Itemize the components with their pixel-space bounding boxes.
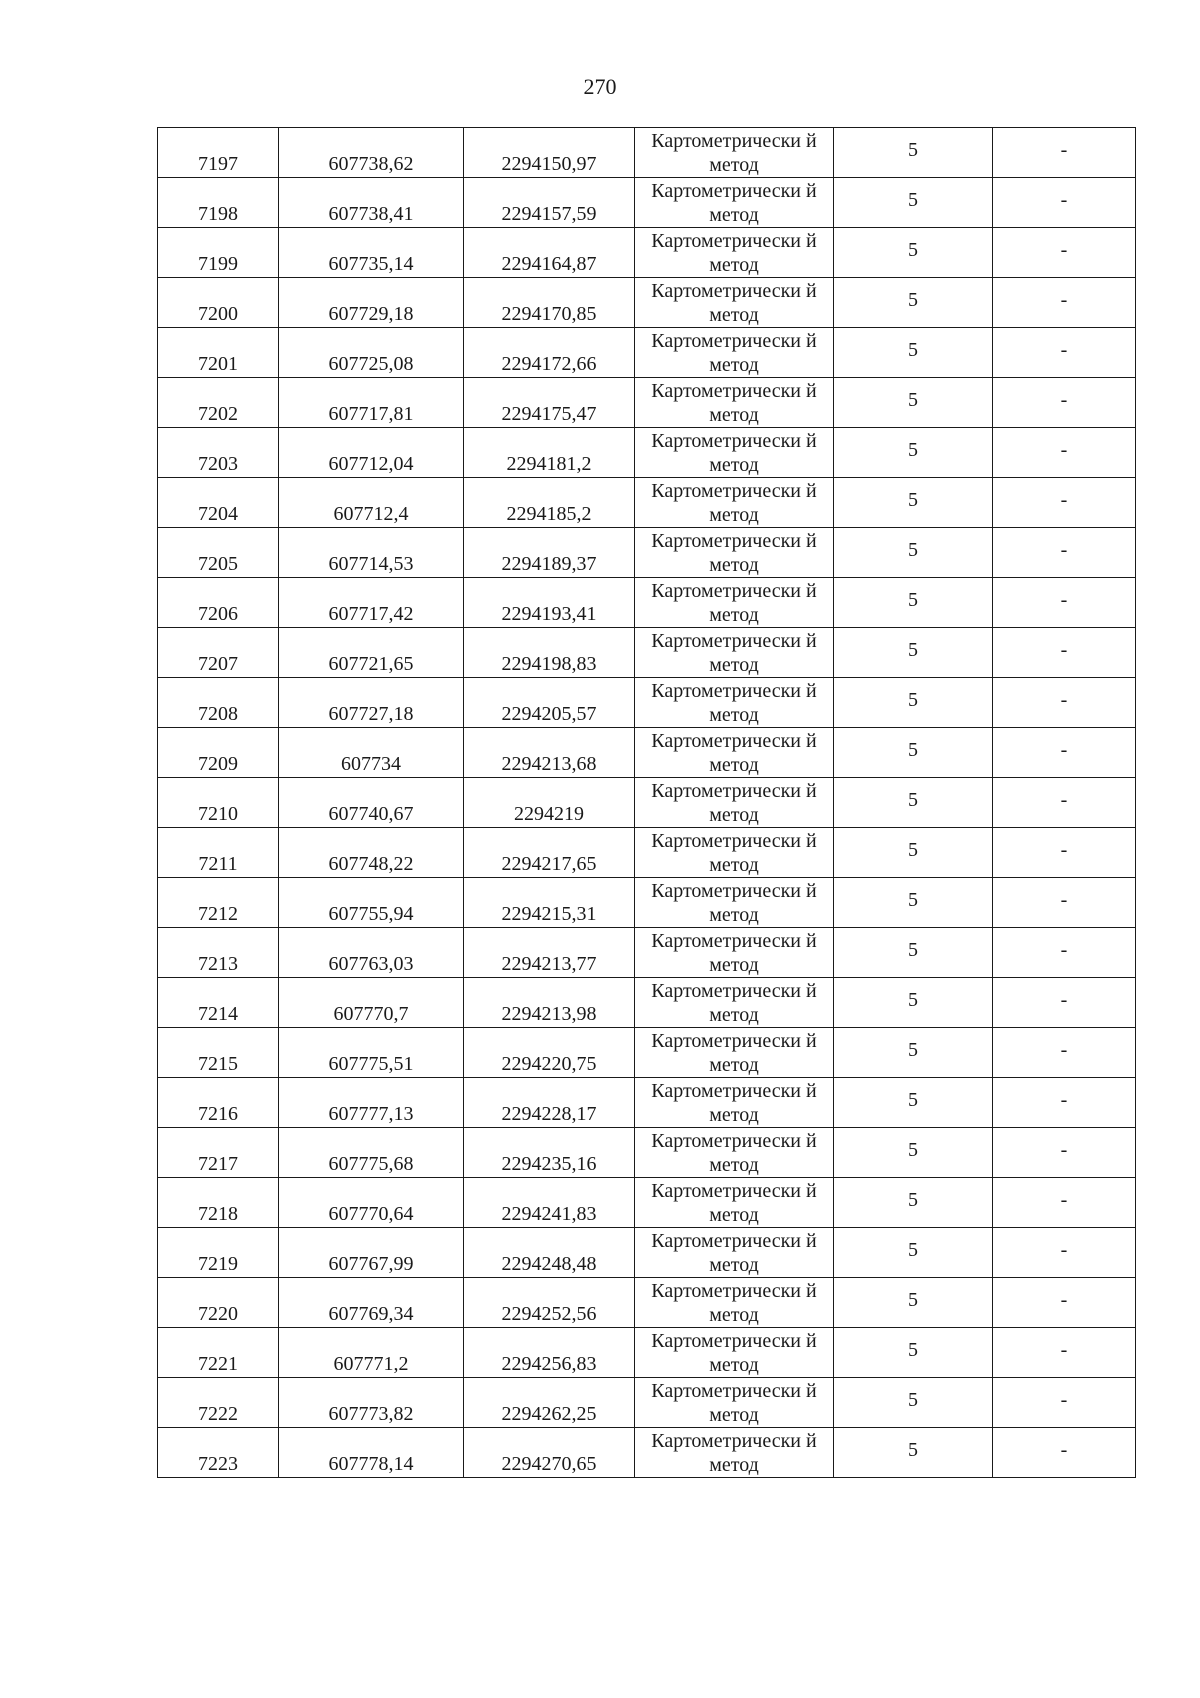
table-row <box>158 578 1136 628</box>
method-cell: Картометрически й метод <box>635 1328 834 1378</box>
x-coordinate-cell: 607770,7 <box>279 978 464 1028</box>
method-cell: Картометрически й метод <box>635 378 834 428</box>
error-cell: 5 <box>834 1128 993 1178</box>
note-cell: - <box>993 228 1136 278</box>
error-cell: 5 <box>834 678 993 728</box>
method-cell: Картометрически й метод <box>635 828 834 878</box>
x-coordinate-cell: 607740,67 <box>279 778 464 828</box>
point-number-cell: 7201 <box>158 328 279 378</box>
method-cell: Картометрически й метод <box>635 1228 834 1278</box>
point-number-cell: 7208 <box>158 678 279 728</box>
error-cell: 5 <box>834 478 993 528</box>
table-row <box>158 1378 1136 1428</box>
error-cell: 5 <box>834 1378 993 1428</box>
y-coordinate-cell: 2294252,56 <box>464 1278 635 1328</box>
table-row <box>158 928 1136 978</box>
note-cell: - <box>993 428 1136 478</box>
table-row <box>158 1428 1136 1478</box>
y-coordinate-cell: 2294175,47 <box>464 378 635 428</box>
table-row <box>158 178 1136 228</box>
y-coordinate-cell: 2294205,57 <box>464 678 635 728</box>
table-row <box>158 278 1136 328</box>
error-cell: 5 <box>834 328 993 378</box>
note-cell: - <box>993 928 1136 978</box>
note-cell: - <box>993 728 1136 778</box>
error-cell: 5 <box>834 228 993 278</box>
error-cell: 5 <box>834 928 993 978</box>
point-number-cell: 7203 <box>158 428 279 478</box>
point-number-cell: 7210 <box>158 778 279 828</box>
point-number-cell: 7216 <box>158 1078 279 1128</box>
note-cell: - <box>993 1178 1136 1228</box>
y-coordinate-cell: 2294219 <box>464 778 635 828</box>
coordinates-table-body <box>158 128 1136 1478</box>
point-number-cell: 7200 <box>158 278 279 328</box>
x-coordinate-cell: 607763,03 <box>279 928 464 978</box>
note-cell: - <box>993 778 1136 828</box>
table-row <box>158 1228 1136 1278</box>
point-number-cell: 7207 <box>158 628 279 678</box>
y-coordinate-cell: 2294181,2 <box>464 428 635 478</box>
table-row <box>158 678 1136 728</box>
error-cell: 5 <box>834 378 993 428</box>
x-coordinate-cell: 607729,18 <box>279 278 464 328</box>
table-row <box>158 728 1136 778</box>
x-coordinate-cell: 607738,62 <box>279 128 464 178</box>
point-number-cell: 7197 <box>158 128 279 178</box>
method-cell: Картометрически й метод <box>635 778 834 828</box>
error-cell: 5 <box>834 278 993 328</box>
y-coordinate-cell: 2294170,85 <box>464 278 635 328</box>
note-cell: - <box>993 628 1136 678</box>
point-number-cell: 7202 <box>158 378 279 428</box>
note-cell: - <box>993 528 1136 578</box>
error-cell: 5 <box>834 1228 993 1278</box>
point-number-cell: 7215 <box>158 1028 279 1078</box>
point-number-cell: 7219 <box>158 1228 279 1278</box>
table-row <box>158 478 1136 528</box>
method-cell: Картометрически й метод <box>635 528 834 578</box>
y-coordinate-cell: 2294262,25 <box>464 1378 635 1428</box>
method-cell: Картометрически й метод <box>635 228 834 278</box>
method-cell: Картометрически й метод <box>635 328 834 378</box>
note-cell: - <box>993 828 1136 878</box>
note-cell: - <box>993 578 1136 628</box>
method-cell: Картометрически й метод <box>635 1378 834 1428</box>
note-cell: - <box>993 1028 1136 1078</box>
x-coordinate-cell: 607727,18 <box>279 678 464 728</box>
x-coordinate-cell: 607734 <box>279 728 464 778</box>
error-cell: 5 <box>834 978 993 1028</box>
x-coordinate-cell: 607721,65 <box>279 628 464 678</box>
x-coordinate-cell: 607767,99 <box>279 1228 464 1278</box>
method-cell: Картометрически й метод <box>635 278 834 328</box>
error-cell: 5 <box>834 428 993 478</box>
point-number-cell: 7204 <box>158 478 279 528</box>
x-coordinate-cell: 607735,14 <box>279 228 464 278</box>
y-coordinate-cell: 2294213,98 <box>464 978 635 1028</box>
x-coordinate-cell: 607755,94 <box>279 878 464 928</box>
note-cell: - <box>993 878 1136 928</box>
method-cell: Картометрически й метод <box>635 1128 834 1178</box>
method-cell: Картометрически й метод <box>635 478 834 528</box>
note-cell: - <box>993 1378 1136 1428</box>
x-coordinate-cell: 607778,14 <box>279 1428 464 1478</box>
note-cell: - <box>993 1278 1136 1328</box>
error-cell: 5 <box>834 1078 993 1128</box>
table-row <box>158 528 1136 578</box>
method-cell: Картометрически й метод <box>635 678 834 728</box>
table-row <box>158 878 1136 928</box>
method-cell: Картометрически й метод <box>635 1028 834 1078</box>
x-coordinate-cell: 607725,08 <box>279 328 464 378</box>
method-cell: Картометрически й метод <box>635 178 834 228</box>
point-number-cell: 7218 <box>158 1178 279 1228</box>
note-cell: - <box>993 978 1136 1028</box>
table-row <box>158 628 1136 678</box>
point-number-cell: 7222 <box>158 1378 279 1428</box>
y-coordinate-cell: 2294215,31 <box>464 878 635 928</box>
point-number-cell: 7205 <box>158 528 279 578</box>
error-cell: 5 <box>834 178 993 228</box>
table-row <box>158 828 1136 878</box>
note-cell: - <box>993 278 1136 328</box>
table-row <box>158 328 1136 378</box>
note-cell: - <box>993 1078 1136 1128</box>
method-cell: Картометрически й метод <box>635 978 834 1028</box>
x-coordinate-cell: 607712,4 <box>279 478 464 528</box>
x-coordinate-cell: 607717,42 <box>279 578 464 628</box>
method-cell: Картометрически й метод <box>635 728 834 778</box>
x-coordinate-cell: 607712,04 <box>279 428 464 478</box>
method-cell: Картометрически й метод <box>635 578 834 628</box>
y-coordinate-cell: 2294172,66 <box>464 328 635 378</box>
error-cell: 5 <box>834 528 993 578</box>
point-number-cell: 7198 <box>158 178 279 228</box>
y-coordinate-cell: 2294157,59 <box>464 178 635 228</box>
error-cell: 5 <box>834 828 993 878</box>
x-coordinate-cell: 607773,82 <box>279 1378 464 1428</box>
note-cell: - <box>993 328 1136 378</box>
coordinates-table <box>157 127 1136 1478</box>
error-cell: 5 <box>834 1178 993 1228</box>
note-cell: - <box>993 1428 1136 1478</box>
table-row <box>158 778 1136 828</box>
x-coordinate-cell: 607770,64 <box>279 1178 464 1228</box>
table-row <box>158 1078 1136 1128</box>
table-row <box>158 1028 1136 1078</box>
error-cell: 5 <box>834 878 993 928</box>
table-row <box>158 128 1136 178</box>
y-coordinate-cell: 2294270,65 <box>464 1428 635 1478</box>
point-number-cell: 7223 <box>158 1428 279 1478</box>
x-coordinate-cell: 607748,22 <box>279 828 464 878</box>
point-number-cell: 7211 <box>158 828 279 878</box>
error-cell: 5 <box>834 778 993 828</box>
error-cell: 5 <box>834 578 993 628</box>
x-coordinate-cell: 607777,13 <box>279 1078 464 1128</box>
error-cell: 5 <box>834 1328 993 1378</box>
y-coordinate-cell: 2294217,65 <box>464 828 635 878</box>
x-coordinate-cell: 607771,2 <box>279 1328 464 1378</box>
note-cell: - <box>993 1228 1136 1278</box>
point-number-cell: 7206 <box>158 578 279 628</box>
note-cell: - <box>993 178 1136 228</box>
method-cell: Картометрически й метод <box>635 1278 834 1328</box>
x-coordinate-cell: 607775,51 <box>279 1028 464 1078</box>
note-cell: - <box>993 478 1136 528</box>
point-number-cell: 7199 <box>158 228 279 278</box>
note-cell: - <box>993 1328 1136 1378</box>
y-coordinate-cell: 2294248,48 <box>464 1228 635 1278</box>
y-coordinate-cell: 2294235,16 <box>464 1128 635 1178</box>
x-coordinate-cell: 607769,34 <box>279 1278 464 1328</box>
point-number-cell: 7217 <box>158 1128 279 1178</box>
y-coordinate-cell: 2294185,2 <box>464 478 635 528</box>
error-cell: 5 <box>834 1428 993 1478</box>
method-cell: Картометрически й метод <box>635 1428 834 1478</box>
method-cell: Картометрически й метод <box>635 1178 834 1228</box>
note-cell: - <box>993 1128 1136 1178</box>
table-row <box>158 428 1136 478</box>
y-coordinate-cell: 2294150,97 <box>464 128 635 178</box>
y-coordinate-cell: 2294220,75 <box>464 1028 635 1078</box>
table-row <box>158 1128 1136 1178</box>
y-coordinate-cell: 2294241,83 <box>464 1178 635 1228</box>
error-cell: 5 <box>834 728 993 778</box>
method-cell: Картометрически й метод <box>635 128 834 178</box>
x-coordinate-cell: 607714,53 <box>279 528 464 578</box>
note-cell: - <box>993 128 1136 178</box>
error-cell: 5 <box>834 128 993 178</box>
table-row <box>158 1328 1136 1378</box>
table-row <box>158 378 1136 428</box>
point-number-cell: 7214 <box>158 978 279 1028</box>
method-cell: Картометрически й метод <box>635 928 834 978</box>
point-number-cell: 7213 <box>158 928 279 978</box>
error-cell: 5 <box>834 1278 993 1328</box>
table-row <box>158 228 1136 278</box>
point-number-cell: 7220 <box>158 1278 279 1328</box>
point-number-cell: 7212 <box>158 878 279 928</box>
table-row <box>158 1278 1136 1328</box>
method-cell: Картометрически й метод <box>635 1078 834 1128</box>
y-coordinate-cell: 2294164,87 <box>464 228 635 278</box>
x-coordinate-cell: 607738,41 <box>279 178 464 228</box>
y-coordinate-cell: 2294213,77 <box>464 928 635 978</box>
x-coordinate-cell: 607775,68 <box>279 1128 464 1178</box>
table-row <box>158 978 1136 1028</box>
table-row <box>158 1178 1136 1228</box>
point-number-cell: 7221 <box>158 1328 279 1378</box>
method-cell: Картометрически й метод <box>635 428 834 478</box>
y-coordinate-cell: 2294198,83 <box>464 628 635 678</box>
y-coordinate-cell: 2294189,37 <box>464 528 635 578</box>
error-cell: 5 <box>834 628 993 678</box>
point-number-cell: 7209 <box>158 728 279 778</box>
method-cell: Картометрически й метод <box>635 628 834 678</box>
method-cell: Картометрически й метод <box>635 878 834 928</box>
y-coordinate-cell: 2294256,83 <box>464 1328 635 1378</box>
y-coordinate-cell: 2294228,17 <box>464 1078 635 1128</box>
page-number: 270 <box>583 74 617 99</box>
y-coordinate-cell: 2294213,68 <box>464 728 635 778</box>
x-coordinate-cell: 607717,81 <box>279 378 464 428</box>
y-coordinate-cell: 2294193,41 <box>464 578 635 628</box>
note-cell: - <box>993 678 1136 728</box>
note-cell: - <box>993 378 1136 428</box>
error-cell: 5 <box>834 1028 993 1078</box>
